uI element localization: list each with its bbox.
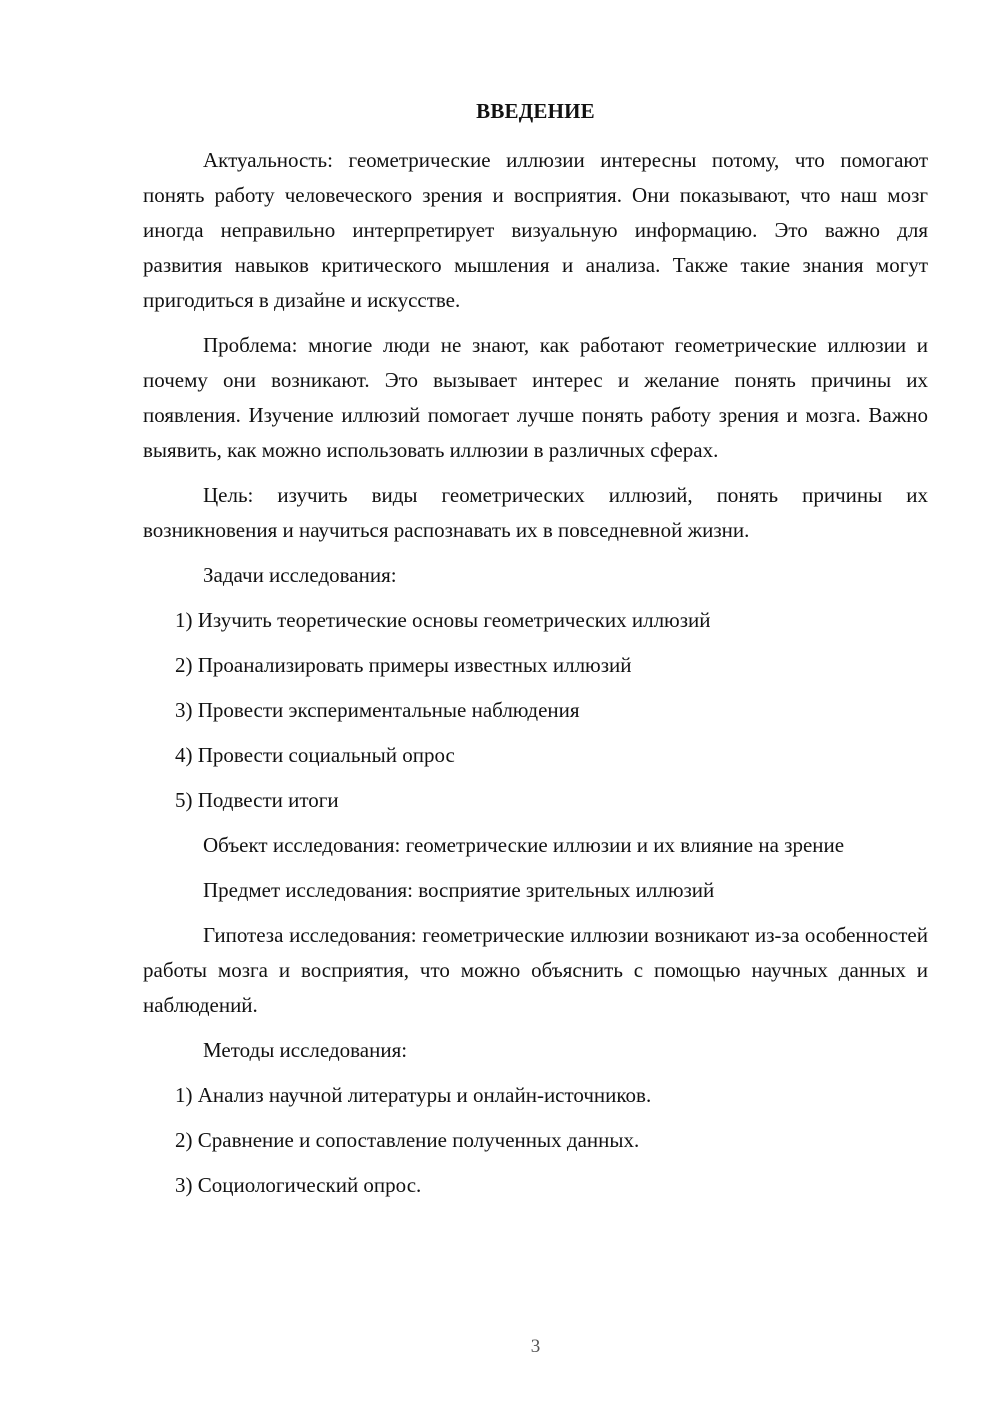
list-item: 5) Подвести итоги — [175, 788, 339, 812]
methods-list — [143, 1078, 928, 1203]
list-item: 3) Провести экспериментальные наблюдения — [175, 698, 580, 722]
methods-label: Методы исследования: — [203, 1038, 408, 1062]
subject-paragraph: Предмет исследования: восприятие зрительных иллюзий — [203, 878, 715, 902]
tasks-label: Задачи исследования: — [203, 563, 397, 587]
document-body — [143, 143, 928, 1213]
problem-paragraph: Проблема: многие люди не знают, как работают геометрические иллюзии и почему они возникают. Это вызывает интерес и желание понять причины их появления. Изучение иллюзий помогает лучше понять работу зрения и мозга. Важно выявить, как можно использовать иллюзии в различных сферах. — [143, 333, 928, 462]
list-item: 2) Сравнение и сопоставление полученных данных. — [175, 1128, 640, 1152]
page-number: 3 — [530, 1336, 541, 1357]
relevance-paragraph: Актуальность: геометрические иллюзии интересны потому, что помогают понять работу человеческого зрения и восприятия. Они показывают, что наш мозг иногда неправильно интерпретирует визуальную информацию. Это важно для развития навыков критического мышления и анализа. Также такие знания могут пригодиться в дизайне и искусстве. — [143, 148, 928, 312]
list-item: 3) Социологический опрос. — [175, 1173, 422, 1197]
tasks-list — [143, 603, 928, 818]
page-title: ВВЕДЕНИЕ — [476, 99, 595, 123]
hypothesis-paragraph: Гипотеза исследования: геометрические иллюзии возникают из-за особенностей работы мозга и восприятия, что можно объяснить с помощью научных данных и наблюдений. — [143, 923, 928, 1017]
goal-paragraph: Цель: изучить виды геометрических иллюзий, понять причины их возникновения и научиться распознавать их в повседневной жизни. — [143, 483, 928, 542]
object-paragraph: Объект исследования: геометрические иллюзии и их влияние на зрение — [203, 833, 845, 857]
list-item: 1) Изучить теоретические основы геометрических иллюзий — [175, 608, 711, 632]
list-item: 1) Анализ научной литературы и онлайн-источников. — [175, 1083, 652, 1107]
list-item: 4) Провести социальный опрос — [175, 743, 455, 767]
list-item: 2) Проанализировать примеры известных иллюзий — [175, 653, 632, 677]
